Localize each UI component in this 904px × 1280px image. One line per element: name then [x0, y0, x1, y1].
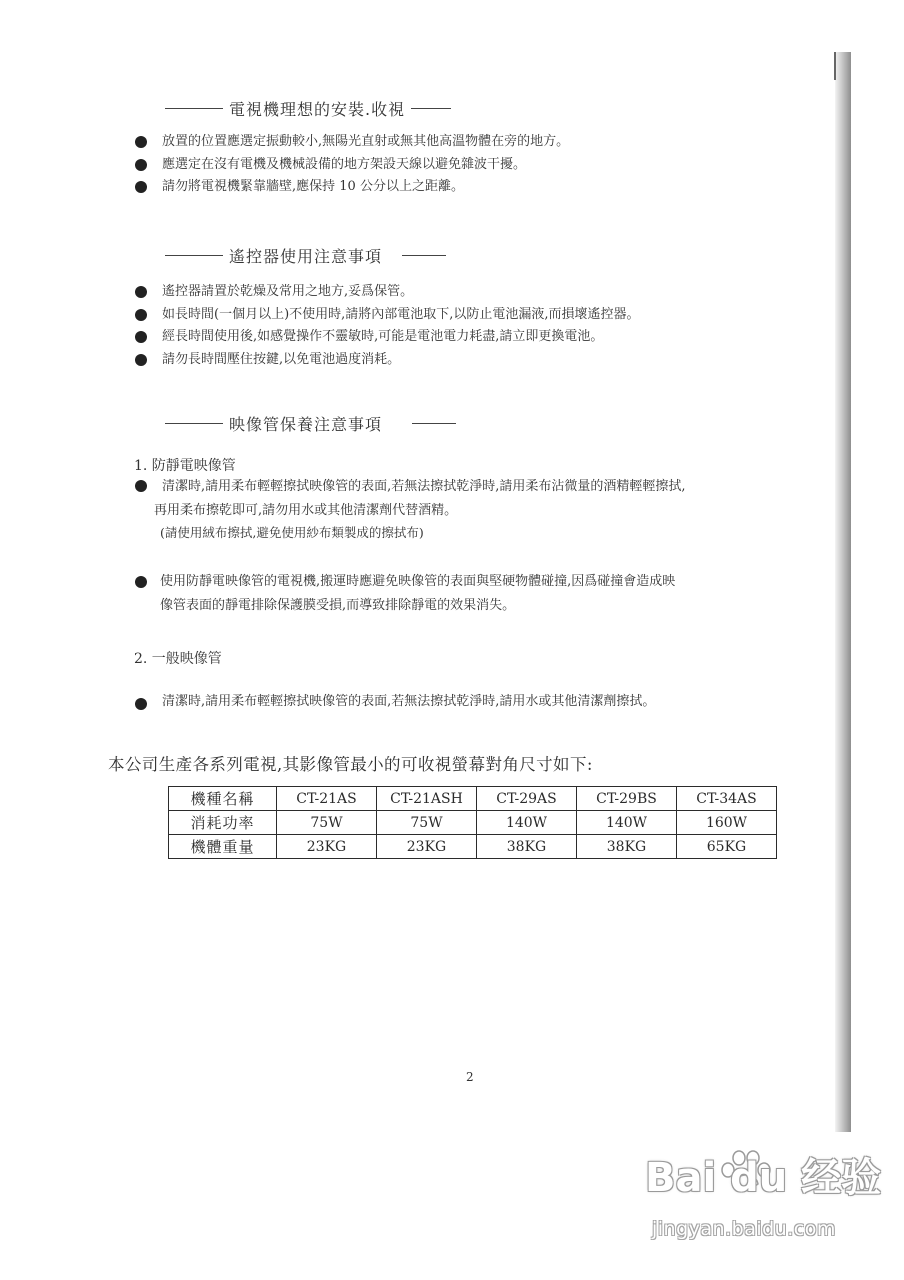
- list-item: 請勿將電視機緊靠牆壁,應保持 10 公分以上之距離。: [132, 176, 569, 199]
- remote-list: [132, 281, 640, 371]
- table-cell: 75W: [377, 811, 477, 835]
- list-item: 請勿長時間壓住按鍵,以免電池過度消耗。: [132, 349, 640, 372]
- table-row: [169, 787, 777, 811]
- list-item: 應選定在沒有電機及機械設備的地方架設天線以避免雜波干擾。: [132, 154, 569, 177]
- title-rule-right: [411, 108, 451, 109]
- baidu-jingyan-logo: Bai du 经验: [645, 1155, 882, 1201]
- section-title-installation: [165, 95, 451, 121]
- table-cell: CT-29AS: [477, 787, 577, 811]
- table-row: [169, 811, 777, 835]
- bullet-mark: [135, 698, 147, 710]
- page-edge-shadow: [835, 52, 851, 1132]
- title-rule-right: [402, 255, 446, 256]
- table-cell: 38KG: [477, 835, 577, 859]
- table-cell: 38KG: [577, 835, 677, 859]
- table-row: [169, 835, 777, 859]
- page-number: 2: [466, 1070, 474, 1084]
- bullet-mark: [135, 480, 147, 492]
- table-cell: CT-21AS: [277, 787, 377, 811]
- table-cell: 160W: [677, 811, 777, 835]
- table-cell: 23KG: [277, 835, 377, 859]
- bullet-mark: [135, 576, 147, 588]
- title-rule-left: [165, 108, 223, 109]
- table-cell: CT-21ASH: [377, 787, 477, 811]
- list-item: 如長時間(一個月以上)不使用時,請將內部電池取下,以防止電池漏液,而損壞遙控器。: [132, 304, 640, 327]
- antistatic-moving-line2: 像管表面的靜電排除保護膜受損,而導致排除靜電的效果消失。: [160, 598, 516, 613]
- general-cleaning-line: 清潔時,請用柔布輕輕擦拭映像管的表面,若無法擦拭乾淨時,請用水或其他清潔劑擦拭。: [162, 694, 656, 709]
- screen-size-intro: 本公司生產各系列電視,其影像管最小的可收視螢幕對角尺寸如下:: [108, 755, 593, 774]
- table-cell: 140W: [577, 811, 677, 835]
- table-cell: 23KG: [377, 835, 477, 859]
- table-cell: CT-29BS: [577, 787, 677, 811]
- section-title-remote: [165, 242, 446, 268]
- table-cell: 65KG: [677, 835, 777, 859]
- page-edge-mark: [834, 52, 836, 80]
- title-rule-left: [165, 423, 223, 424]
- section-title-text: 電視機理想的安裝.收視: [229, 99, 406, 119]
- subheading-antistatic: 1. 防靜電映像管: [134, 458, 236, 474]
- section-title-text: 遙控器使用注意事項: [229, 246, 383, 266]
- antistatic-cleaning-line1: 清潔時,請用柔布輕輕擦拭映像管的表面,若無法擦拭乾淨時,請用柔布沾微量的酒精輕輕擦拭,: [162, 479, 686, 494]
- table-cell-header: 機種名稱: [169, 787, 277, 811]
- table-cell: 75W: [277, 811, 377, 835]
- antistatic-cleaning-line2: 再用柔布擦乾即可,請勿用水或其他清潔劑代替酒精。: [154, 503, 458, 518]
- table-cell-header: 機體重量: [169, 835, 277, 859]
- antistatic-moving-line1: 使用防靜電映像管的電視機,搬運時應避免映像管的表面與堅硬物體碰撞,因爲碰撞會造成映: [160, 574, 676, 589]
- installation-list: [132, 131, 569, 199]
- table-cell-header: 消耗功率: [169, 811, 277, 835]
- list-item: 遙控器請置於乾燥及常用之地方,妥爲保管。: [132, 281, 640, 304]
- list-item: 放置的位置應選定振動較小,無陽光直射或無其他高溫物體在旁的地方。: [132, 131, 569, 154]
- spec-table: [168, 786, 777, 859]
- list-item: 經長時間使用後,如感覺操作不靈敏時,可能是電池電力耗盡,請立即更換電池。: [132, 326, 640, 349]
- table-cell: CT-34AS: [677, 787, 777, 811]
- title-rule-right: [412, 423, 456, 424]
- subheading-general-crt: 2. 一般映像管: [134, 651, 222, 667]
- table-cell: 140W: [477, 811, 577, 835]
- title-rule-left: [165, 255, 223, 256]
- antistatic-cleaning-note: (請使用絨布擦拭,避免使用紗布類製成的擦拭布): [160, 525, 424, 540]
- watermark-url: jingyan.baidu.com: [652, 1218, 836, 1240]
- section-title-text: 映像管保養注意事項: [229, 414, 383, 434]
- section-title-crt-care: [165, 410, 456, 436]
